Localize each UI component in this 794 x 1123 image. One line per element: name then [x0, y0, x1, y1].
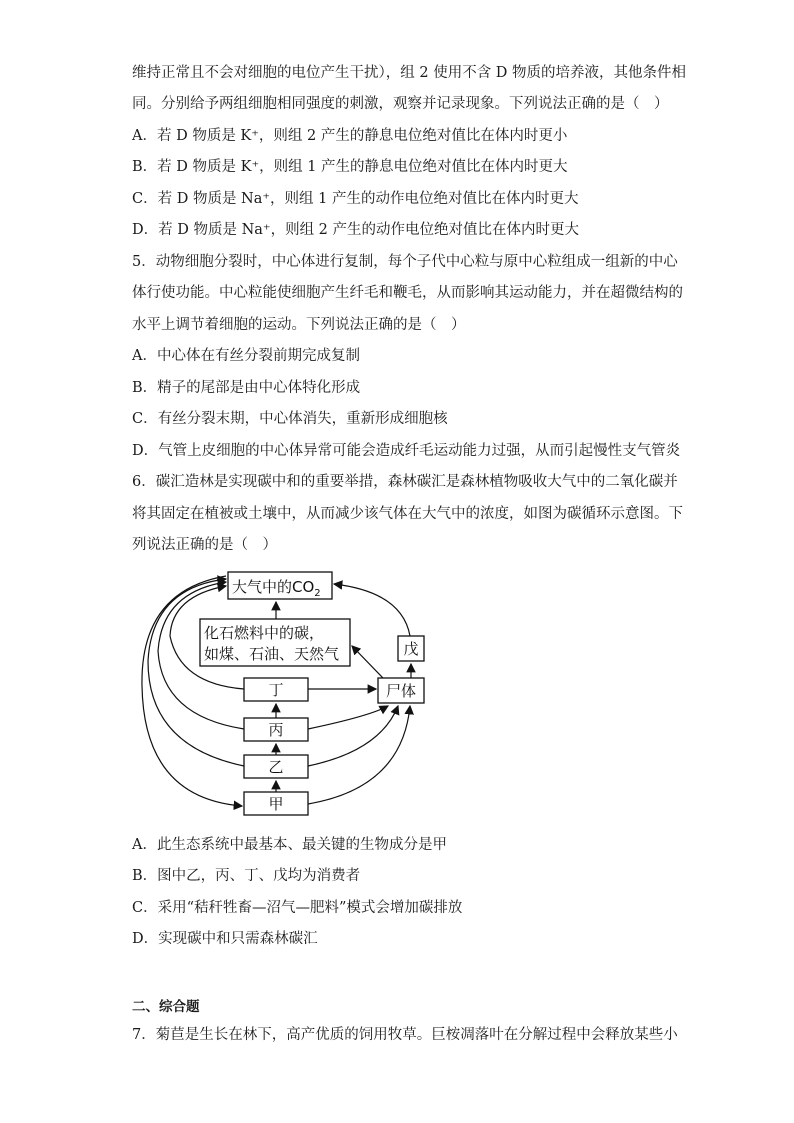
q5-stem: 水平上调节着细胞的运动。下列说法正确的是（ ）	[132, 317, 466, 333]
corpse-label: 尸体	[385, 682, 417, 700]
bing-label: 丙	[268, 721, 284, 739]
carbon-cycle-diagram	[140, 566, 430, 818]
q5-stem: 体行使功能。中心粒能使细胞产生纤毛和鞭毛，从而影响其运动能力，并在超微结构的	[132, 285, 683, 301]
q4-option-d: D．若 D 物质是 Na⁺，则组 2 产生的动作电位绝对值比在体内时更大	[132, 222, 580, 238]
ding-label: 丁	[268, 681, 284, 699]
q4-option-c: C．若 D 物质是 Na⁺，则组 1 产生的动作电位绝对值比在体内时更大	[132, 191, 579, 207]
arrow-yi-to-corpse	[308, 706, 398, 766]
text-line: 同。分别给予两组细胞相同强度的刺激，观察并记录现象。下列说法正确的是（ ）	[132, 96, 669, 112]
q6-stem: 6．碳汇造林是实现碳中和的重要举措，森林碳汇是森林植物吸收大气中的二氧化碳并	[132, 474, 678, 490]
jia-label: 甲	[268, 795, 284, 813]
q6-stem: 将其固定在植被或土壤中，从而减少该气体在大气中的浓度，如图为碳循环示意图。下	[132, 506, 683, 522]
q4-option-a: A．若 D 物质是 K⁺，则组 2 产生的静息电位绝对值比在体内时更小	[132, 128, 568, 144]
q5-option-a: A．中心体在有丝分裂前期完成复制	[132, 348, 360, 364]
fossil-label-line2: 如煤、石油、天然气	[204, 645, 340, 663]
q7-stem: 7．菊苣是生长在林下，高产优质的饲用牧草。巨桉凋落叶在分解过程中会释放某些小	[132, 1027, 678, 1043]
text-line: 维持正常且不会对细胞的电位产生干扰），组 2 使用不含 D 物质的培养液，其他条件相	[132, 65, 687, 81]
wu-label: 戊	[403, 640, 419, 658]
yi-label: 乙	[268, 758, 284, 776]
q4-option-b: B．若 D 物质是 K⁺，则组 1 产生的静息电位绝对值比在体内时更大	[132, 159, 568, 175]
arrow-wu-to-atmosphere	[334, 584, 410, 636]
section-title: 二、综合题	[132, 999, 200, 1015]
q5-option-c: C．有丝分裂末期，中心体消失，重新形成细胞核	[132, 411, 448, 427]
arrow-jia-to-corpse	[308, 706, 410, 804]
atmosphere-label: 大气中的$CO_2$	[232, 578, 321, 599]
q6-option-c: C．采用“秸秆牲畜—沼气—肥料”模式会增加碳排放	[132, 900, 463, 916]
arrow-corpse-to-fossil	[352, 646, 383, 678]
arrow-atmosphere-to-jia	[142, 576, 242, 806]
q6-option-d: D．实现碳中和只需森林碳汇	[132, 931, 318, 947]
fossil-label-line1: 化石燃料中的碳，	[204, 624, 325, 642]
q6-stem: 列说法正确的是（ ）	[132, 537, 277, 553]
q5-option-b: B．精子的尾部是由中心体特化形成	[132, 380, 361, 396]
q5-stem: 5．动物细胞分裂时，中心体进行复制，每个子代中心粒与原中心粒组成一组新的中心	[132, 254, 678, 270]
q5-option-d: D．气管上皮细胞的中心体异常可能会造成纤毛运动能力过强，从而引起慢性支气管炎	[132, 443, 681, 459]
q6-option-b: B．图中乙，丙、丁、戊均为消费者	[132, 868, 361, 884]
arrow-bing-to-corpse	[308, 706, 388, 729]
q6-option-a: A．此生态系统中最基本、最关键的生物成分是甲	[132, 837, 447, 853]
